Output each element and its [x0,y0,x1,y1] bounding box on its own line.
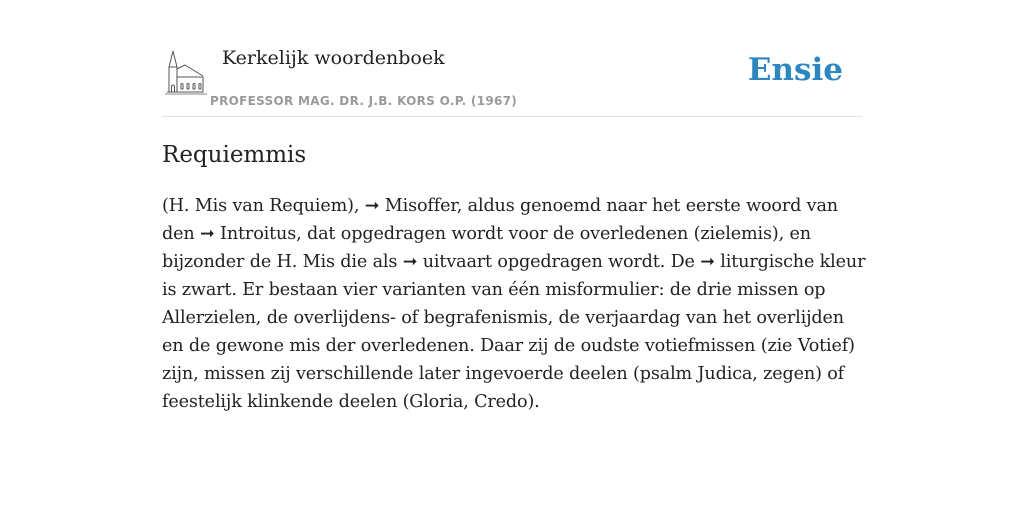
book-title[interactable]: Kerkelijk woordenboek [222,47,445,69]
body-text: (H. Mis van Requiem), [162,196,365,216]
book-header [162,40,862,117]
crossref-arrow[interactable]: ➞ [200,224,215,244]
body-text: Misoffer, aldus genoemd naar het eerste woord van den [162,196,838,244]
entry-body [162,192,867,416]
crossref-arrow[interactable]: ➞ [402,252,418,272]
body-text: liturgische kleur is zwart. Er bestaan vier varianten van één misformulier: de drie missen op Allerzielen, de overlijdens- of begrafenismis, de verjaardag van het overlijden en de gewone mis der overledenen. Daar zij de oudste votiefmissen (zie Votief) zijn, missen zij verschillende later ingevoerde deelen (psalm Judica, zegen) of feestelijk klinkende deelen (Gloria, Credo). [162,252,866,412]
book-author: PROFESSOR MAG. DR. J.B. KORS O.P. (1967) [210,94,518,108]
crossref-arrow[interactable]: ➞ [364,196,380,216]
body-text: Introitus, dat opgedragen wordt voor de overledenen (zielemis), en bijzonder de H. Mis die als [162,224,811,272]
church-icon[interactable] [165,49,207,95]
ensie-logo[interactable]: Ensie [747,52,843,88]
entry-title: Requiemmis [162,142,307,168]
body-text: uitvaart opgedragen wordt. De [417,252,701,272]
crossref-arrow[interactable]: ➞ [700,252,715,272]
